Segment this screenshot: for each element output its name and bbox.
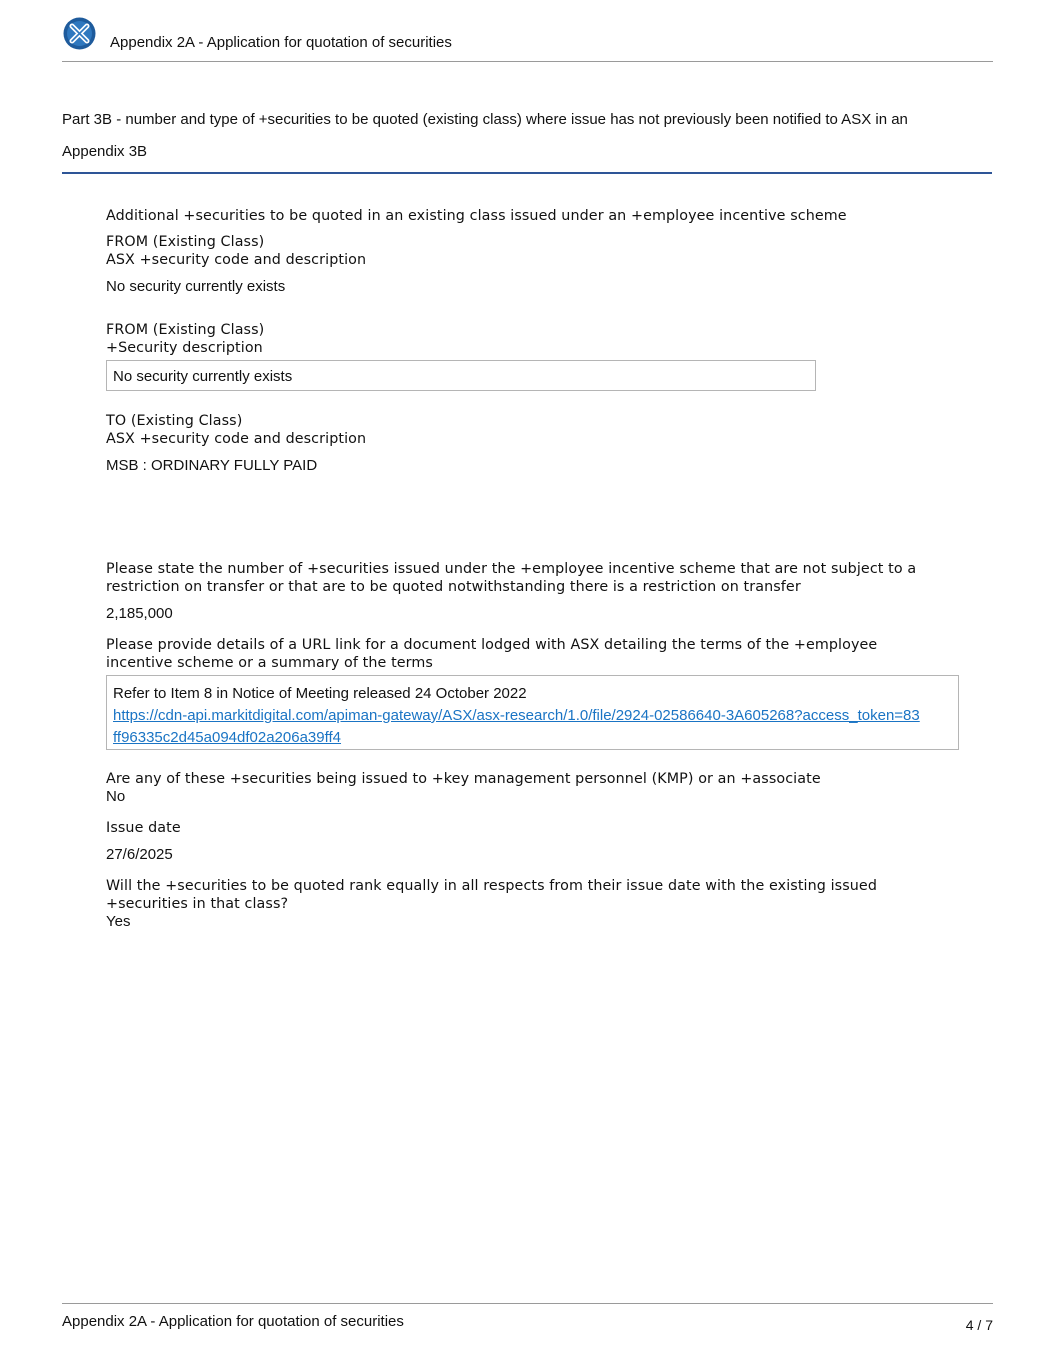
- to-code-label: [106, 412, 366, 448]
- number-question: [106, 560, 916, 596]
- url-question: [106, 636, 877, 672]
- footer-divider: [62, 1303, 993, 1304]
- rank-question-line2: +securities in that class?: [106, 896, 289, 912]
- from-desc-value: No security currently exists: [113, 368, 293, 385]
- issue-date-value: 27/6/2025: [106, 846, 173, 863]
- from-code-label-line1: FROM (Existing Class): [106, 234, 265, 250]
- section-title: Additional +securities to be quoted in an existing class issued under an +employee incentive scheme: [106, 208, 847, 224]
- page-number: 4 / 7: [965, 1317, 993, 1333]
- rank-question: [106, 877, 877, 913]
- url-question-line2: incentive scheme or a summary of the terms: [106, 655, 433, 671]
- kmp-value: No: [106, 788, 126, 805]
- kmp-question: Are any of these +securities being issued to +key management personnel (KMP) or an +associate: [106, 771, 821, 787]
- number-value: 2,185,000: [106, 605, 173, 622]
- to-code-label-line2: ASX +security code and description: [106, 431, 367, 447]
- from-code-label: [106, 233, 366, 269]
- from-desc-label-line2: +Security description: [106, 340, 263, 356]
- from-code-label-line2: ASX +security code and description: [106, 252, 367, 268]
- url-question-line1: Please provide details of a URL link for a document lodged with ASX detailing the terms of the +employee: [106, 637, 878, 653]
- number-question-line2: restriction on transfer or that are to be quoted notwithstanding there is a restriction on transfer: [106, 579, 801, 595]
- asx-logo-icon: [63, 17, 96, 50]
- part-divider: [62, 172, 992, 174]
- rank-value: Yes: [106, 913, 131, 930]
- issue-date-label: Issue date: [106, 820, 181, 836]
- footer-title: Appendix 2A - Application for quotation of securities: [62, 1313, 404, 1330]
- from-code-value: No security currently exists: [106, 278, 286, 295]
- number-question-line1: Please state the number of +securities issued under the +employee incentive scheme that are not subject to a: [106, 561, 917, 577]
- rank-question-line1: Will the +securities to be quoted rank equally in all respects from their issue date with the existing issued: [106, 878, 878, 894]
- header-divider: [62, 61, 993, 62]
- document-link-continued[interactable]: ff96335c2d45a094df02a206a39ff4: [113, 729, 342, 746]
- to-code-value: MSB : ORDINARY FULLY PAID: [106, 457, 318, 474]
- part-heading-line2: Appendix 3B: [62, 143, 148, 160]
- part-heading: [62, 104, 992, 168]
- from-desc-field: [106, 360, 816, 391]
- url-details-text: Refer to Item 8 in Notice of Meeting released 24 October 2022: [113, 685, 527, 702]
- part-heading-line1: Part 3B - number and type of +securities to be quoted (existing class) where issue has not previously been notified to ASX in an: [62, 111, 908, 128]
- to-code-label-line1: TO (Existing Class): [106, 413, 243, 429]
- document-link[interactable]: https://cdn-api.markitdigital.com/apiman-gateway/ASX/asx-research/1.0/file/2924-02586640-3A605268?access_token=83: [113, 707, 920, 724]
- from-desc-label-line1: FROM (Existing Class): [106, 322, 265, 338]
- from-desc-label: [106, 321, 264, 357]
- url-details-content: [113, 683, 920, 749]
- url-details-field: [106, 675, 959, 750]
- header-title: Appendix 2A - Application for quotation of securities: [110, 34, 452, 51]
